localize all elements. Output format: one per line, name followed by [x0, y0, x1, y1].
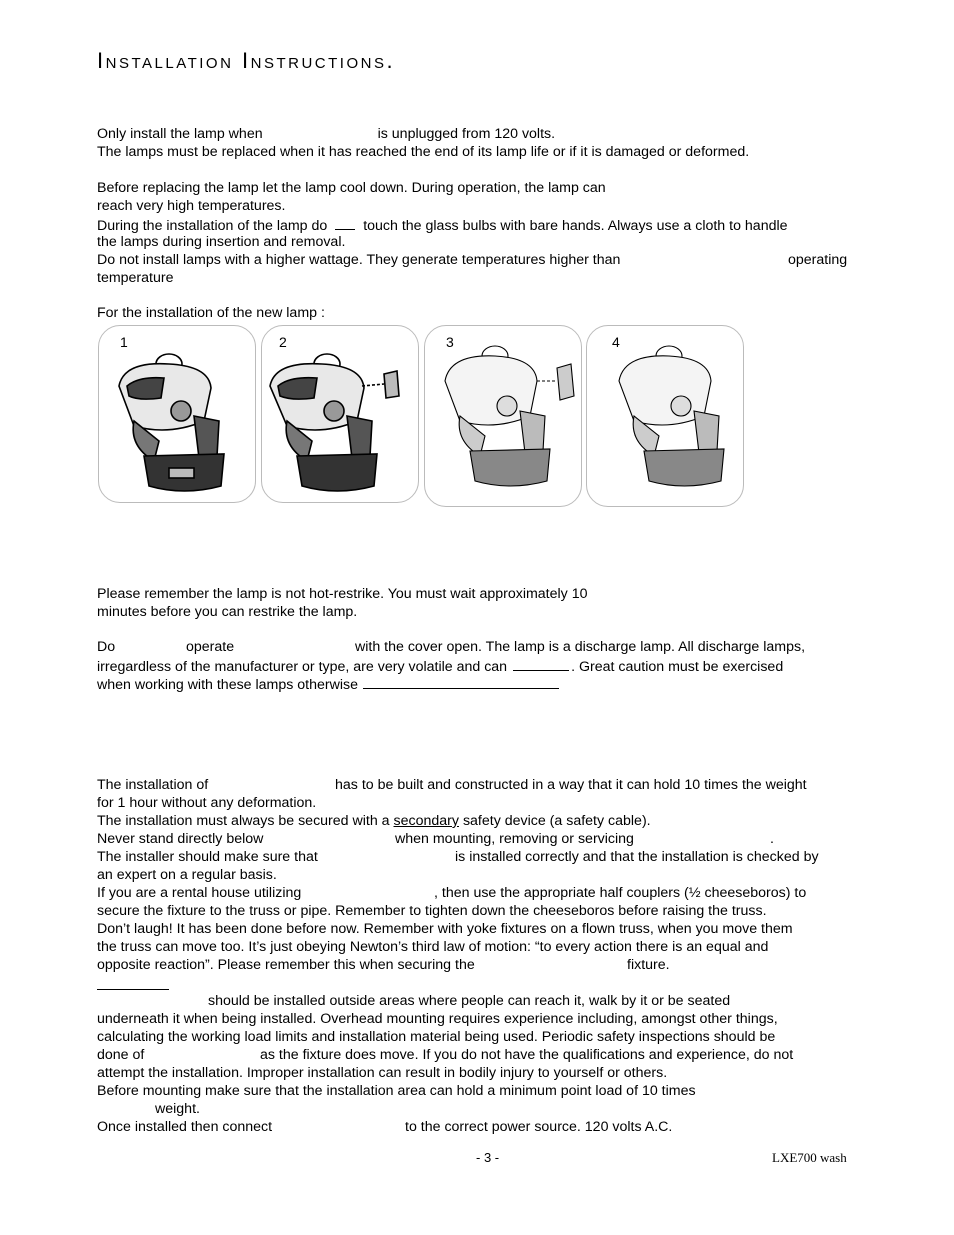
p7-line5: attempt the installation. Improper installation can result in bodily injury to yourself or others. — [97, 1065, 668, 1081]
figure-step-3 — [424, 325, 582, 507]
p6-line1-end: has to be built and constructed in a way that it can hold 10 times the weight — [335, 777, 807, 793]
text: If you are a rental house utilizing — [97, 885, 302, 901]
model-name: LXE700 wash — [772, 1150, 847, 1165]
figure-number: 3 — [446, 334, 454, 350]
p1-line2: The lamps must be replaced when it has reached the end of its lamp life or if it is damaged or deformed. — [97, 144, 750, 160]
p7-line6: Before mounting make sure that the installation area can hold a minimum point load of 10 times — [97, 1083, 696, 1099]
p7-line2: underneath it when being installed. Overhead mounting requires experience including, amongst other things, — [97, 1011, 778, 1027]
text: safety device (a safety cable). — [462, 813, 651, 829]
p6-line10: the truss can move too. It’s just obeying Newton’s third law of motion: “to every action there is an equal and — [97, 939, 769, 955]
p4-line1: Please remember the lamp is not hot-restrike. You must wait approximately 10 — [97, 586, 588, 602]
p6-line3 — [97, 812, 651, 830]
text: done of — [97, 1047, 145, 1063]
p7-line4-end: as the fixture does move. If you do not have the qualifications and experience, do not — [260, 1047, 794, 1063]
text: Do — [97, 639, 116, 655]
p1-line1 — [97, 125, 555, 143]
p6-line11-end: fixture. — [627, 957, 670, 973]
figure-step-4 — [586, 325, 744, 507]
figure-step-2 — [261, 325, 419, 503]
p3-line1: For the installation of the new lamp : — [97, 305, 325, 321]
heading-underline — [97, 989, 169, 990]
p6-line4-mid: when mounting, removing or servicing — [395, 831, 634, 847]
p6-line6: an expert on a regular basis. — [97, 867, 277, 883]
text: Never stand directly below — [97, 831, 264, 847]
p6-line1 — [97, 776, 208, 794]
text: when working with these lamps otherwise — [97, 677, 359, 693]
p6-line4 — [97, 830, 263, 848]
text: Once installed then connect — [97, 1119, 273, 1135]
blank-underline — [513, 656, 569, 671]
text: touch the glass bulbs with bare hands. Always use a cloth to handle — [363, 218, 788, 234]
p7-line8-end: to the correct power source. 120 volts A.C. — [405, 1119, 673, 1135]
text: is unplugged from 120 volts. — [377, 126, 556, 142]
fixture-illustration — [587, 326, 743, 506]
fixture-illustration — [425, 326, 581, 506]
text: Do not install lamps with a higher wattage. They generate temperatures higher than — [97, 252, 621, 268]
text: irregardless of the manufacturer or type, are very volatile and can — [97, 659, 508, 675]
p2-line4: the lamps during insertion and removal. — [97, 234, 346, 250]
text: During the installation of the lamp do — [97, 218, 328, 234]
p6-line4-end: . — [770, 831, 774, 847]
p2-line5 — [97, 251, 620, 269]
fixture-illustration — [262, 326, 418, 502]
p2-line6: temperature — [97, 270, 174, 286]
text: Only install the lamp when — [97, 126, 263, 142]
figure-number: 2 — [279, 334, 287, 350]
p6-line9: Don’t laugh! It has been done before now. Remember with yoke fixtures on a flown truss, when you move them — [97, 921, 793, 937]
p7-line7: weight. — [155, 1101, 200, 1117]
p2-line1: Before replacing the lamp let the lamp cool down. During operation, the lamp can — [97, 180, 606, 196]
page-title: Installation Instructions. — [97, 48, 396, 73]
p6-line8: secure the fixture to the truss or pipe. Remember to tighten down the cheeseboros before raising the truss. — [97, 903, 767, 919]
p2-line2: reach very high temperatures. — [97, 198, 286, 214]
text: The installation of — [97, 777, 209, 793]
p4-line2: minutes before you can restrike the lamp. — [97, 604, 358, 620]
p6-line2: for 1 hour without any deformation. — [97, 795, 317, 811]
p6-line5 — [97, 848, 318, 866]
blank-underline — [363, 674, 559, 689]
p6-line7 — [97, 884, 301, 902]
p6-line7-end: , then use the appropriate half couplers (½ cheeseboros) to — [434, 885, 807, 901]
figure-step-1 — [98, 325, 256, 503]
p5-line1 — [97, 638, 115, 656]
blank-underline — [335, 215, 355, 230]
page-number: - 3 - — [476, 1150, 500, 1165]
figure-number: 1 — [120, 334, 128, 350]
p6-line5-end: is installed correctly and that the installation is checked by — [455, 849, 819, 865]
p5-line1-end: with the cover open. The lamp is a discharge lamp. All discharge lamps, — [355, 639, 806, 655]
p6-line11 — [97, 956, 475, 974]
text: opposite reaction”. Please remember this when securing the — [97, 957, 475, 973]
p5-line2 — [97, 656, 783, 676]
text: The installer should make sure that — [97, 849, 318, 865]
p5-line3 — [97, 674, 559, 694]
text: . Great caution must be exercised — [571, 659, 784, 675]
p7-line3: calculating the working load limits and installation material being used. Periodic safety inspections should be — [97, 1029, 776, 1045]
p7-line8 — [97, 1118, 272, 1136]
p2-line3 — [97, 215, 788, 235]
p2-line5-end: operating — [788, 252, 848, 268]
text: The installation must always be secured with a — [97, 813, 390, 829]
p7-line1: should be installed outside areas where people can reach it, walk by it or be seated — [208, 993, 731, 1009]
fixture-illustration — [99, 326, 255, 502]
p5-line1-mid: operate — [186, 639, 235, 655]
underlined-text: secondary — [393, 813, 459, 829]
p7-line4 — [97, 1046, 144, 1064]
figure-number: 4 — [612, 334, 620, 350]
